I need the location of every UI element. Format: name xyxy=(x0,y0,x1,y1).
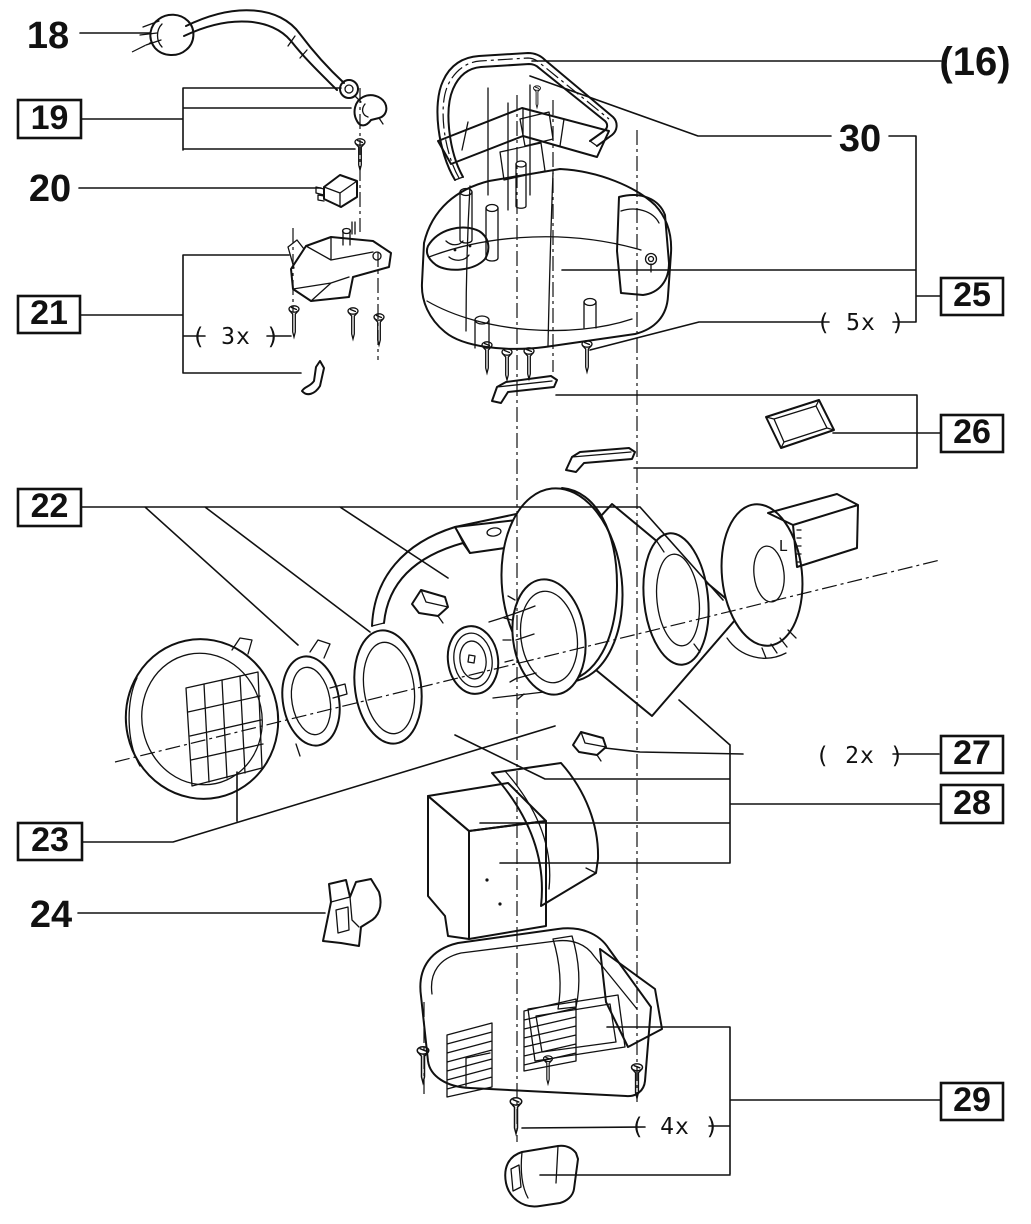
callout-29-text: 29 xyxy=(953,1081,991,1119)
seal-strip-sketch xyxy=(492,376,635,472)
quantity-4x: ( 4x ) xyxy=(630,1114,720,1140)
callout-18 xyxy=(27,15,69,57)
quantity-2x: ( 2x ) xyxy=(815,743,905,769)
fan-case-letter-marking: L xyxy=(778,537,788,555)
retainer-clip-sketch xyxy=(573,732,606,761)
leader-19 xyxy=(81,88,355,150)
callout-25 xyxy=(941,276,1003,315)
callout-20 xyxy=(29,168,71,210)
upper-housing-sketch xyxy=(422,108,671,349)
callout-16-text: (16) xyxy=(939,40,1011,84)
callout-23 xyxy=(18,821,82,860)
screw-sketch xyxy=(510,1098,522,1134)
quantity-5x: ( 5x ) xyxy=(816,310,906,336)
callout-30-text: 30 xyxy=(838,118,882,160)
leader-26 xyxy=(556,395,941,468)
screw-sketch xyxy=(289,306,299,337)
callout-27 xyxy=(941,734,1003,773)
cord-hook-sketch xyxy=(355,95,387,125)
callout-19 xyxy=(18,99,81,138)
callout-30 xyxy=(839,118,881,160)
callout-21-text: 21 xyxy=(30,294,68,332)
callout-26 xyxy=(941,413,1003,452)
wire-hook-sketch xyxy=(302,361,324,394)
callout-24 xyxy=(30,894,72,936)
motor-assembly-sketch xyxy=(111,482,858,813)
holder-clip-sketch xyxy=(323,879,381,946)
seal-ring-sketch xyxy=(637,530,714,668)
callout-16 xyxy=(939,40,1010,84)
leader-21 xyxy=(80,255,301,373)
rubber-ring-sketch xyxy=(347,626,428,748)
callout-22-text: 22 xyxy=(30,487,69,525)
power-switch-sketch xyxy=(316,175,357,207)
callout-18-text: 18 xyxy=(26,15,70,57)
callout-23-text: 23 xyxy=(31,821,69,859)
retainer-clip-sketch xyxy=(412,590,448,623)
callout-26-text: 26 xyxy=(953,413,991,451)
screw-sketch xyxy=(582,341,592,372)
power-cord-sketch xyxy=(140,10,344,90)
callout-20-text: 20 xyxy=(28,168,72,210)
callout-29 xyxy=(941,1081,1003,1120)
leader-29 xyxy=(522,1027,941,1175)
cord-grommet-sketch xyxy=(340,80,361,102)
frame-gasket-sketch xyxy=(766,400,834,448)
callout-19-text: 19 xyxy=(30,99,69,137)
callout-28-text: 28 xyxy=(953,784,991,822)
leader-22 xyxy=(81,507,723,645)
mount-bracket-sketch xyxy=(288,222,391,301)
bottom-flap-sketch xyxy=(505,1146,578,1207)
screw-sketch xyxy=(348,308,358,339)
carry-handle-sketch xyxy=(437,53,616,180)
screw-sketch xyxy=(502,349,512,380)
fan-case-sketch xyxy=(715,494,858,658)
filter-foam-sketch xyxy=(428,763,598,939)
callout-28 xyxy=(941,784,1003,823)
callout-25-text: 25 xyxy=(953,276,991,314)
screw-sketch xyxy=(524,348,534,379)
callout-27-text: 27 xyxy=(953,734,991,772)
quantity-3x: ( 3x ) xyxy=(191,324,281,350)
motor-end-cap-sketch xyxy=(111,625,293,813)
callout-22 xyxy=(18,487,81,526)
callout-24-text: 24 xyxy=(29,894,73,936)
clamp-ring-sketch xyxy=(276,640,347,756)
dust-container-sketch xyxy=(420,928,662,1097)
callout-21 xyxy=(18,294,80,333)
screw-sketch xyxy=(374,314,384,345)
leader-28 xyxy=(455,700,941,863)
